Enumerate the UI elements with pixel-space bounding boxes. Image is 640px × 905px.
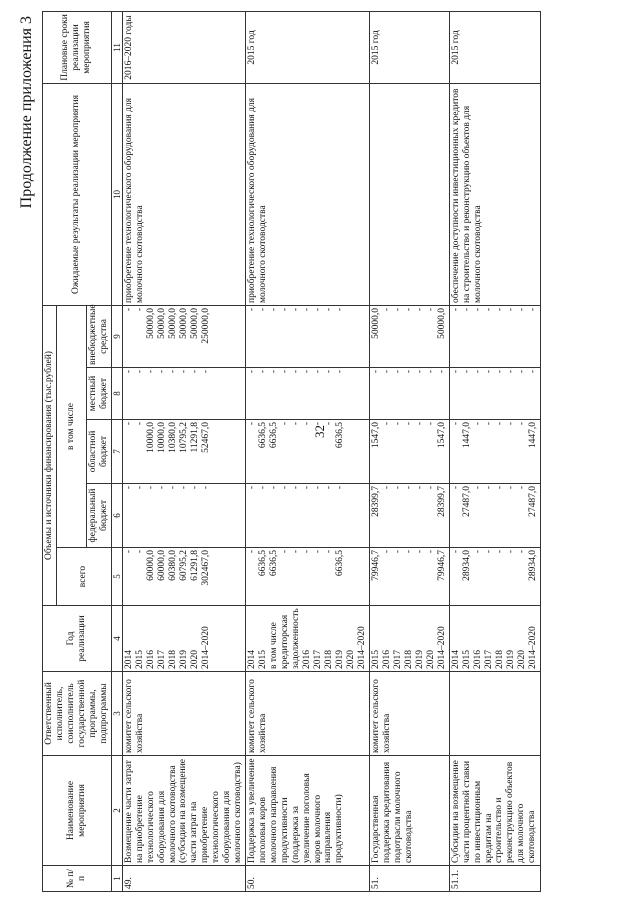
- row-num: 49.: [122, 866, 245, 892]
- cell-value: 27487,0: [461, 486, 472, 517]
- cell-value: -: [167, 486, 178, 490]
- column-number: 3: [111, 672, 122, 756]
- cell-value: -: [313, 550, 324, 554]
- cell-value: 1547,0: [436, 422, 447, 449]
- cell-value: 28934,0: [527, 550, 538, 581]
- cell-value: 2018: [323, 650, 334, 669]
- cell-value: -: [134, 370, 145, 374]
- header-regional: областной бюджет: [86, 420, 111, 484]
- cell-value: 60380,0: [167, 550, 178, 581]
- row-name: Поддержка за увеличение поголовья коров молочного направления продуктивности (поддержка за увеличение поголовья коров молочного направления продуктивности): [246, 756, 370, 866]
- cell-value: -: [414, 550, 425, 554]
- cell-value: -: [381, 486, 392, 490]
- row-num: 51.: [369, 866, 449, 892]
- row-name: Субсидии на возмещение части процентной ставки по инвестиционным кредитам на строительство и реконструкцию объектов для молочного скотоводства: [449, 756, 540, 866]
- program-table: [42, 11, 541, 892]
- cell-value: 60000,0: [145, 550, 156, 581]
- cell-value: -: [302, 422, 313, 426]
- cell-value: -: [392, 486, 403, 490]
- cell-value: 6636,5: [335, 550, 346, 577]
- cell-value: 2015: [134, 650, 145, 669]
- row-federal: [369, 484, 449, 548]
- continuation-title: Продолжение приложения 3: [18, 16, 35, 209]
- cell-value: -: [516, 307, 527, 312]
- column-number: 4: [111, 606, 122, 672]
- cell-value: 2016: [301, 650, 312, 669]
- cell-value: -: [200, 370, 211, 374]
- row-local: [246, 368, 370, 420]
- cell-value: 2017: [392, 650, 403, 669]
- cell-value: -: [516, 422, 527, 426]
- cell-value: -: [392, 550, 403, 554]
- cell-value: -: [425, 486, 436, 490]
- row-num: 51.1.: [449, 866, 540, 892]
- row-regional: [449, 420, 540, 484]
- cell-value: 1547,0: [370, 422, 381, 449]
- cell-value: -: [269, 370, 280, 374]
- cell-value: -: [123, 370, 134, 374]
- cell-value: -: [302, 370, 313, 374]
- cell-value: -: [450, 486, 461, 490]
- cell-value: 2017: [483, 650, 494, 669]
- row-regional: [369, 420, 449, 484]
- row-local: [449, 368, 540, 420]
- cell-value: 2019: [505, 650, 516, 669]
- row-results: обеспечение доступности инвестиционных кредитов на строительство и реконструкцию объектов для молочного скотоводства: [449, 83, 540, 305]
- cell-value: 10795,2: [178, 422, 189, 453]
- row-offbudget: [449, 305, 540, 367]
- row-executor: [449, 672, 540, 756]
- row-regional: [122, 420, 245, 484]
- cell-value: 2014: [123, 650, 134, 669]
- row-federal: [122, 484, 245, 548]
- cell-value: -: [335, 307, 346, 312]
- header-incl: в том числе: [56, 305, 86, 547]
- cell-value: -: [505, 370, 516, 374]
- cell-value: -: [381, 370, 392, 374]
- cell-value: -: [425, 370, 436, 374]
- cell-value: -: [291, 422, 302, 426]
- cell-value: -: [505, 307, 516, 312]
- row-local: [122, 368, 245, 420]
- cell-value: -: [527, 370, 538, 374]
- cell-value: 1447,0: [461, 422, 472, 449]
- cell-value: -: [258, 370, 269, 374]
- cell-value: -: [505, 550, 516, 554]
- row-years: [122, 606, 245, 672]
- cell-value: -: [425, 550, 436, 554]
- cell-value: 2019: [334, 650, 345, 669]
- cell-value: -: [134, 486, 145, 490]
- cell-value: -: [313, 370, 324, 374]
- cell-value: 2017: [156, 650, 167, 669]
- cell-value: -: [472, 486, 483, 490]
- header-offbudget: внебюджетные средства: [86, 305, 111, 367]
- cell-value: 50000,0: [167, 307, 178, 339]
- column-number: 10: [111, 83, 122, 305]
- cell-value: -: [280, 486, 291, 490]
- cell-value: -: [403, 486, 414, 490]
- cell-value: -: [425, 307, 436, 312]
- header-results: Ожидаемые результаты реализации мероприятия: [43, 83, 112, 305]
- cell-value: 2018: [167, 650, 178, 669]
- row-results: приобретение технологического оборудования для молочного скотоводства: [246, 83, 370, 305]
- cell-value: -: [189, 370, 200, 374]
- row-terms: 2015 год: [369, 11, 449, 83]
- header-terms: Плановые сроки реализации мероприятия: [43, 11, 112, 83]
- cell-value: -: [134, 422, 145, 426]
- cell-value: -: [472, 550, 483, 554]
- cell-value: -: [123, 422, 134, 426]
- header-funding: Объемы и источники финансирования (тыс.рублей): [43, 305, 57, 605]
- row-years: [369, 606, 449, 672]
- rotated-page: [14, 12, 634, 892]
- cell-value: -: [313, 486, 324, 490]
- cell-value: 10380,0: [167, 422, 178, 453]
- cell-value: -: [505, 486, 516, 490]
- cell-value: -: [505, 422, 516, 426]
- cell-value: -: [280, 307, 291, 312]
- row-terms: 2015 год: [449, 11, 540, 83]
- cell-value: -: [302, 486, 313, 490]
- cell-value: 2018: [494, 650, 505, 669]
- cell-value: -: [516, 550, 527, 554]
- cell-value: -: [403, 422, 414, 426]
- cell-value: 6636,5: [258, 422, 269, 449]
- cell-value: -: [483, 550, 494, 554]
- cell-value: 6636,5: [269, 422, 280, 449]
- cell-value: 28934,0: [461, 550, 472, 581]
- row-federal: [246, 484, 370, 548]
- cell-value: -: [381, 422, 392, 426]
- column-number: 5: [111, 548, 122, 606]
- cell-value: -: [167, 370, 178, 374]
- cell-value: -: [483, 422, 494, 426]
- cell-value: -: [123, 550, 134, 554]
- column-number: 11: [111, 11, 122, 83]
- cell-value: -: [494, 486, 505, 490]
- cell-value: -: [483, 307, 494, 312]
- row-total: [449, 548, 540, 606]
- column-number: 7: [111, 420, 122, 484]
- cell-value: -: [450, 422, 461, 426]
- cell-value: -: [280, 422, 291, 426]
- cell-value: -: [258, 486, 269, 490]
- cell-value: -: [335, 370, 346, 374]
- cell-value: -: [472, 370, 483, 374]
- cell-value: -: [461, 307, 472, 312]
- row-executor: комитет сельского хозяйства: [246, 672, 370, 756]
- header-federal: федеральный бюджет: [86, 484, 111, 548]
- column-number: 6: [111, 484, 122, 548]
- cell-value: -: [247, 370, 258, 374]
- cell-value: 2015: [370, 650, 381, 669]
- column-number: 1: [111, 866, 122, 892]
- cell-value: 2018: [403, 650, 414, 669]
- row-total: [246, 548, 370, 606]
- cell-value: -: [145, 370, 156, 374]
- table-row: [122, 11, 245, 891]
- cell-value: -: [156, 370, 167, 374]
- row-years: [246, 606, 370, 672]
- cell-value: -: [381, 307, 392, 312]
- cell-value: -: [258, 307, 269, 312]
- cell-value: -: [472, 422, 483, 426]
- cell-value: 2019: [178, 650, 189, 669]
- cell-value: 52467,0: [200, 422, 211, 453]
- row-terms: 2016–2020 годы: [122, 11, 245, 83]
- cell-value: 2014–2020: [356, 626, 367, 669]
- cell-value: -: [516, 370, 527, 374]
- cell-value: -: [313, 422, 324, 426]
- cell-value: -: [494, 422, 505, 426]
- cell-value: -: [291, 486, 302, 490]
- cell-value: -: [324, 422, 335, 426]
- cell-value: -: [247, 307, 258, 312]
- cell-value: -: [134, 550, 145, 554]
- cell-value: 2015: [258, 650, 269, 669]
- row-name: Возмещение части затрат на приобретение технологического оборудования для молочного скотоводства (субсидии на возмещение части затрат на приобретение технологического оборудования для молочного скотоводства): [122, 756, 245, 866]
- row-local: [369, 368, 449, 420]
- header-name: Наименование мероприятия: [43, 756, 112, 866]
- cell-value: 2014–2020: [436, 626, 447, 669]
- row-name: Государственная поддержка кредитования подотрасли молочного скотоводства: [369, 756, 449, 866]
- cell-value: 50000,0: [156, 307, 167, 339]
- column-number: 8: [111, 368, 122, 420]
- cell-value: -: [247, 486, 258, 490]
- cell-value: 1447,0: [527, 422, 538, 449]
- cell-value: -: [414, 422, 425, 426]
- cell-value: -: [414, 486, 425, 490]
- cell-value: 61291,8: [189, 550, 200, 581]
- cell-value: -: [324, 307, 335, 312]
- cell-value: 50000,0: [178, 307, 189, 339]
- cell-value: -: [247, 422, 258, 426]
- cell-value: 2014–2020: [527, 626, 538, 669]
- cell-value: -: [280, 370, 291, 374]
- cell-value: -: [156, 486, 167, 490]
- column-numbers-row: [111, 11, 122, 891]
- cell-value: -: [291, 550, 302, 554]
- cell-value: -: [472, 307, 483, 312]
- cell-value: -: [269, 307, 280, 312]
- cell-value: 2019: [414, 650, 425, 669]
- cell-value: 2020: [425, 650, 436, 669]
- cell-value: -: [280, 550, 291, 554]
- cell-value: 28399,7: [436, 486, 447, 517]
- cell-value: 2015: [461, 650, 472, 669]
- cell-value: 50000,0: [436, 307, 447, 339]
- cell-value: -: [302, 550, 313, 554]
- cell-value: 2016: [472, 650, 483, 669]
- cell-value: -: [123, 307, 134, 312]
- cell-value: -: [403, 550, 414, 554]
- cell-value: 79946,7: [436, 550, 447, 581]
- cell-value: -: [494, 370, 505, 374]
- cell-value: 2020: [345, 650, 356, 669]
- cell-value: -: [414, 370, 425, 374]
- row-regional: [246, 420, 370, 484]
- cell-value: -: [403, 307, 414, 312]
- header-num: № п/п: [43, 866, 112, 892]
- header-year: Год реализации: [43, 606, 112, 672]
- cell-value: -: [392, 307, 403, 312]
- cell-value: 2014: [247, 650, 258, 669]
- row-executor: комитет сельского хозяйства: [369, 672, 449, 756]
- cell-value: -: [189, 486, 200, 490]
- row-years: [449, 606, 540, 672]
- row-offbudget: [369, 305, 449, 367]
- row-results: [369, 83, 449, 305]
- column-number: 9: [111, 305, 122, 367]
- cell-value: -: [414, 307, 425, 312]
- cell-value: 250000,0: [200, 307, 211, 344]
- cell-value: 10000,0: [145, 422, 156, 453]
- cell-value: -: [450, 370, 461, 374]
- cell-value: -: [200, 486, 211, 490]
- table-row: [449, 11, 540, 891]
- table-row: [246, 11, 370, 891]
- cell-value: -: [381, 550, 392, 554]
- cell-value: -: [302, 307, 313, 312]
- cell-value: -: [494, 307, 505, 312]
- cell-value: -: [461, 370, 472, 374]
- cell-value: -: [370, 370, 381, 374]
- table-row: [369, 11, 449, 891]
- cell-value: 6636,5: [269, 550, 280, 577]
- row-executor: комитет сельского хозяйства: [122, 672, 245, 756]
- cell-value: 6636,5: [335, 422, 346, 449]
- cell-value: -: [145, 486, 156, 490]
- cell-value: -: [527, 307, 538, 312]
- row-num: 50.: [246, 866, 370, 892]
- header-total: всего: [56, 548, 111, 606]
- cell-value: 2020: [189, 650, 200, 669]
- cell-value: -: [436, 370, 447, 374]
- cell-value: -: [450, 550, 461, 554]
- row-federal: [449, 484, 540, 548]
- cell-value: 28399,7: [370, 486, 381, 517]
- cell-value: -: [450, 307, 461, 312]
- cell-value: -: [483, 486, 494, 490]
- row-results: приобретение технологического оборудования для молочного скотоводства: [122, 83, 245, 305]
- cell-value: -: [483, 370, 494, 374]
- cell-value: -: [313, 307, 324, 312]
- cell-value: 302467,0: [200, 550, 211, 586]
- cell-value: 2020: [516, 650, 527, 669]
- cell-value: 50000,0: [370, 307, 381, 339]
- cell-value: -: [269, 486, 280, 490]
- cell-value: -: [134, 307, 145, 312]
- cell-value: 60000,0: [156, 550, 167, 581]
- cell-value: -: [324, 550, 335, 554]
- cell-value: -: [324, 370, 335, 374]
- cell-value: -: [425, 422, 436, 426]
- page-number: 32: [312, 425, 327, 438]
- cell-value: в том числе кредиторская задолженность: [269, 608, 301, 669]
- cell-value: -: [392, 422, 403, 426]
- cell-value: -: [123, 486, 134, 490]
- cell-value: 11291,8: [189, 422, 200, 453]
- cell-value: 10000,0: [156, 422, 167, 453]
- cell-value: -: [403, 370, 414, 374]
- cell-value: 50000,0: [189, 307, 200, 339]
- row-offbudget: [122, 305, 245, 367]
- cell-value: -: [178, 486, 189, 490]
- cell-value: 50000,0: [145, 307, 156, 339]
- cell-value: -: [494, 550, 505, 554]
- header-local: местный бюджет: [86, 368, 111, 420]
- column-number: 2: [111, 756, 122, 866]
- cell-value: -: [291, 370, 302, 374]
- row-total: [369, 548, 449, 606]
- cell-value: 2014: [450, 650, 461, 669]
- cell-value: 60795,2: [178, 550, 189, 581]
- cell-value: -: [392, 370, 403, 374]
- cell-value: -: [291, 307, 302, 312]
- row-terms: 2015 год: [246, 11, 370, 83]
- cell-value: -: [324, 486, 335, 490]
- cell-value: -: [178, 370, 189, 374]
- cell-value: 79946,7: [370, 550, 381, 581]
- cell-value: 2016: [145, 650, 156, 669]
- cell-value: 2014–2020: [200, 626, 211, 669]
- header-executor: Ответственный исполнитель, соисполнитель государственной программы, подпрограммы: [43, 672, 112, 756]
- cell-value: -: [335, 486, 346, 490]
- cell-value: 6636,5: [258, 550, 269, 577]
- cell-value: -: [247, 550, 258, 554]
- row-offbudget: [246, 305, 370, 367]
- cell-value: 2017: [312, 650, 323, 669]
- cell-value: 27487,0: [527, 486, 538, 517]
- cell-value: 2016: [381, 650, 392, 669]
- row-total: [122, 548, 245, 606]
- cell-value: -: [516, 486, 527, 490]
